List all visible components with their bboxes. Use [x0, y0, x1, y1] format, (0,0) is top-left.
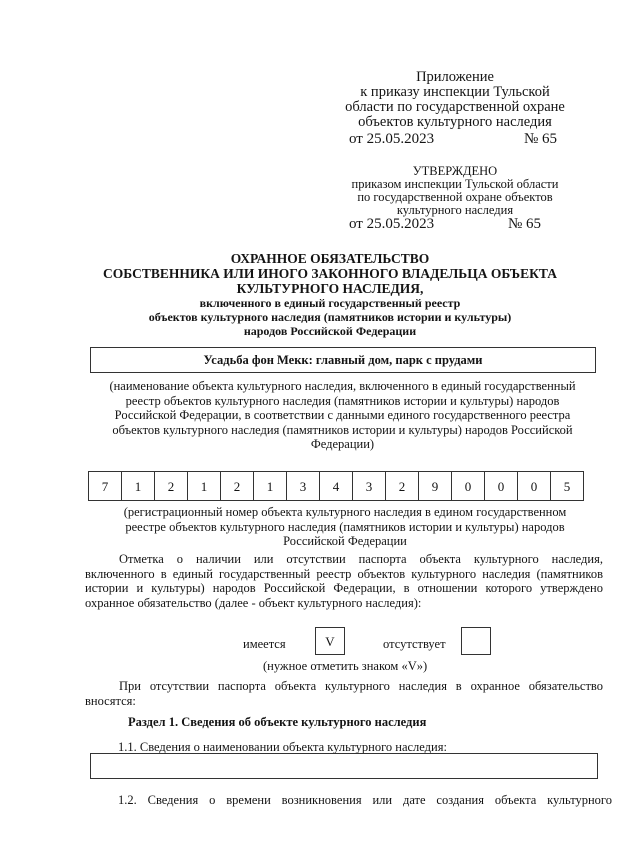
approved-line: культурного наследия: [396, 203, 514, 217]
object-name-box: Усадьба фон Мекк: главный дом, парк с прудами: [90, 347, 596, 373]
reg-digit-cell: 3: [286, 471, 320, 501]
no-passport-checkbox[interactable]: [461, 627, 491, 655]
reg-digit-cell: 1: [253, 471, 287, 501]
appendix-line: Приложение: [416, 69, 494, 85]
has-passport-checkbox[interactable]: V: [315, 627, 345, 655]
no-passport-label: отсутствует: [383, 637, 446, 651]
appendix-line: к приказу инспекции Тульской: [360, 84, 550, 100]
note-line: (наименование объекта культурного наследия, включенного в единый государственный: [109, 379, 576, 393]
paragraph-line: охранное обязательство (далее - объект культурного наследия):: [85, 595, 422, 610]
reg-digit-cell: 2: [220, 471, 254, 501]
reg-digit-cell: 9: [418, 471, 452, 501]
absent-passport-note: [85, 679, 603, 708]
title-line: ОХРАННОЕ ОБЯЗАТЕЛЬСТВО: [230, 251, 430, 266]
appendix-line: объектов культурного наследия: [358, 114, 552, 130]
document-title: [60, 251, 600, 338]
item-1-1-label: 1.1. Сведения о наименовании объекта культурного наследия:: [118, 740, 447, 754]
note-line: Федерации): [310, 437, 375, 451]
title-subline: народов Российской Федерации: [243, 324, 417, 338]
order-date: от 25.05.2023: [349, 131, 435, 147]
reg-digit-cell: 2: [385, 471, 419, 501]
reg-digit-cell: 5: [550, 471, 584, 501]
note-line: Российской Федерации: [283, 534, 407, 548]
paragraph-line: включенного в единый государственный реестр объектов культурного наследия (памятников: [85, 566, 603, 581]
approved-number: № 65: [508, 216, 542, 232]
reg-digit-cell: 4: [319, 471, 353, 501]
approved-line: приказом инспекции Тульской области: [351, 177, 559, 191]
reg-digit-cell: 0: [517, 471, 551, 501]
paragraph-line: истории и культуры) народов Российской Федерации, в отношении которого утверждено: [85, 581, 603, 595]
order-number: № 65: [524, 131, 558, 147]
title-subline: включенного в единый государственный реестр: [199, 296, 461, 310]
title-subline: объектов культурного наследия (памятников истории и культуры): [148, 310, 512, 324]
paragraph-line: вносятся:: [85, 693, 136, 708]
section-1-title: Раздел 1. Сведения об объекте культурного наследия: [128, 715, 427, 729]
passport-mark-paragraph: [85, 552, 603, 610]
reg-digit-cell: 7: [88, 471, 122, 501]
appendix-header: [330, 70, 580, 130]
item-1-1-field[interactable]: [90, 753, 598, 779]
registration-number-note: [90, 505, 600, 549]
note-line: реестр объектов культурного наследия (памятников истории и культуры) народов: [125, 393, 560, 408]
title-line: КУЛЬТУРНОГО НАСЛЕДИЯ,: [236, 281, 424, 296]
reg-digit-cell: 3: [352, 471, 386, 501]
approved-block: [330, 165, 580, 217]
reg-digit-cell: 0: [484, 471, 518, 501]
note-line: (регистрационный номер объекта культурного наследия в едином государственном: [123, 505, 567, 519]
reg-digit-cell: 0: [451, 471, 485, 501]
note-line: реестре объектов культурного наследия (памятников истории и культуры) народов: [125, 519, 565, 534]
reg-digit-cell: 1: [121, 471, 155, 501]
note-line: Российской Федерации, в соответствии с данными единого государственного реестра: [114, 408, 571, 422]
approved-line: по государственной охране объектов: [357, 190, 553, 204]
paragraph-line: Отметка о наличии или отсутствии паспорта объекта культурного наследия,: [119, 552, 603, 566]
registration-number: [88, 471, 583, 501]
checkbox-hint: (нужное отметить знаком «V»): [263, 659, 428, 673]
object-name-note: [85, 379, 600, 452]
has-passport-label: имеется: [243, 637, 286, 651]
item-1-2-label: 1.2. Сведения о времени возникновения или дате создания объекта культурного: [118, 793, 612, 807]
reg-digit-cell: 1: [187, 471, 221, 501]
approved-date: от 25.05.2023: [349, 216, 435, 232]
appendix-line: области по государственной охране: [345, 99, 565, 115]
note-line: объектов культурного наследия (памятников истории и культуры) народов Российской: [112, 422, 573, 437]
title-line: СОБСТВЕННИКА ИЛИ ИНОГО ЗАКОННОГО ВЛАДЕЛЬЦА ОБЪЕКТА: [103, 266, 557, 281]
approved-line: УТВЕРЖДЕНО: [412, 164, 498, 178]
reg-digit-cell: 2: [154, 471, 188, 501]
paragraph-line: При отсутствии паспорта объекта культурного наследия в охранное обязательство: [119, 679, 603, 693]
